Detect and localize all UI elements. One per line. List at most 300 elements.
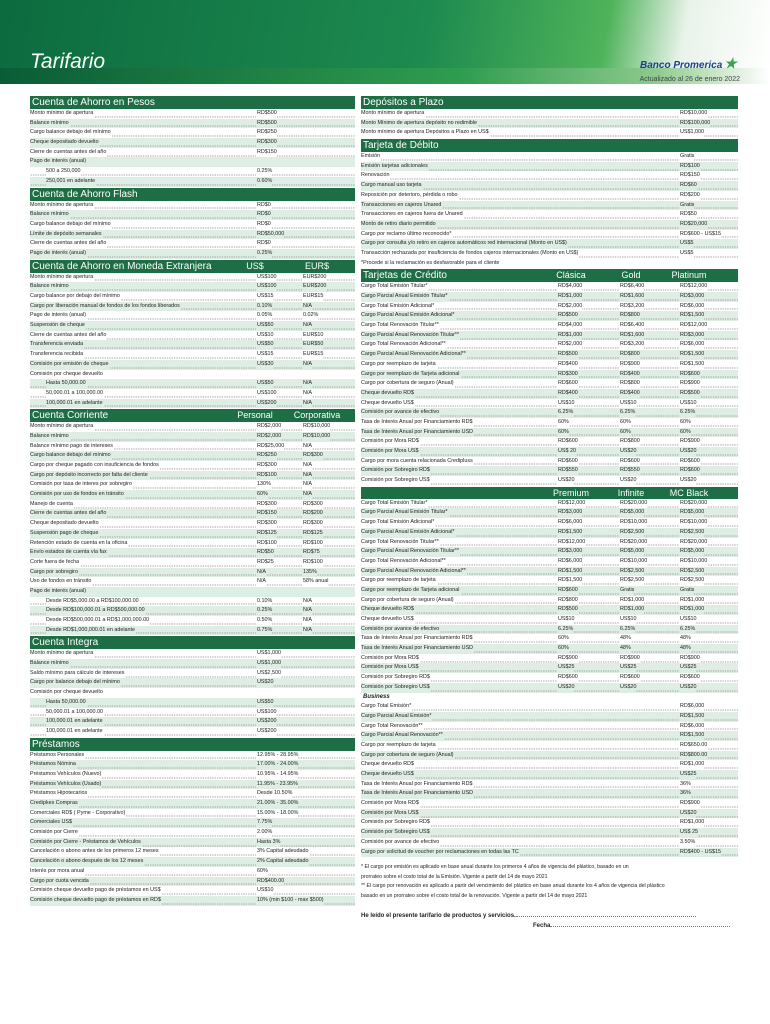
row-value: RD$200 bbox=[679, 191, 700, 201]
row-value: 58% anual bbox=[302, 577, 328, 587]
row-value: US$20 bbox=[679, 809, 696, 819]
row-value: RD$100 bbox=[679, 162, 700, 172]
row-value: RD$900 bbox=[679, 379, 700, 389]
table-row bbox=[361, 683, 738, 693]
table-row bbox=[361, 848, 738, 858]
row-value: RD$2,500 bbox=[679, 567, 704, 577]
table-row bbox=[361, 799, 738, 809]
page-header bbox=[0, 0, 770, 84]
left-column bbox=[30, 95, 355, 906]
row-label: Desde RD$5,000.00 a RD$100,000.00 bbox=[46, 597, 140, 607]
row-value: RD$6,000 bbox=[679, 722, 704, 732]
row-label: Cargo por reemplazo de Tarjeta adicional bbox=[361, 586, 461, 596]
table-row bbox=[361, 712, 738, 722]
business-title: Business bbox=[363, 693, 390, 700]
table-row bbox=[30, 698, 355, 708]
row-value: Gratis bbox=[619, 586, 634, 596]
row-value: 60% bbox=[256, 490, 268, 500]
row-label: Cargo Total Emisión Adicional* bbox=[361, 302, 435, 312]
signature-line bbox=[361, 911, 738, 921]
table-row bbox=[30, 389, 355, 399]
row-value: RD$200 bbox=[302, 509, 323, 519]
row-value: RD$500 bbox=[256, 109, 277, 119]
row-value: US$ 20 bbox=[557, 447, 576, 457]
table-row bbox=[361, 201, 738, 211]
row-value: RD$10,000 bbox=[302, 422, 330, 432]
table-row bbox=[30, 688, 355, 698]
row-label: Cheque depositado devuelto bbox=[30, 519, 100, 529]
row-value: RD$0 bbox=[256, 210, 271, 220]
row-label: Préstamos Hipotecarios bbox=[30, 789, 88, 799]
table-row bbox=[361, 210, 738, 220]
row-label: Tasa de Interés Anual por Financiamiento RD$ bbox=[361, 418, 473, 428]
signature-blank bbox=[516, 911, 696, 917]
table-row bbox=[30, 432, 355, 442]
row-label: Comisión por avance de efectivo bbox=[361, 838, 440, 848]
table-row bbox=[30, 818, 355, 828]
row-label: Hasta 50,000.00 bbox=[46, 379, 87, 389]
row-value: US$50 bbox=[256, 340, 273, 350]
row-value: US$20 bbox=[256, 678, 273, 688]
column-header: US$ bbox=[246, 260, 264, 271]
table-row bbox=[30, 529, 355, 539]
row-value: US$2,500 bbox=[256, 669, 281, 679]
row-value: US$20 bbox=[557, 683, 574, 693]
section-header bbox=[361, 487, 738, 499]
row-value: US$5 bbox=[679, 249, 694, 259]
row-label: Monto mínimo de apertura bbox=[30, 201, 94, 211]
row-label: Monto mínimo de apertura bbox=[30, 273, 94, 283]
table-row bbox=[30, 770, 355, 780]
row-value: 17.00% - 24.00% bbox=[256, 760, 298, 770]
row-value: RD$500 bbox=[679, 389, 700, 399]
row-label: Cargo Total Renovación** bbox=[361, 722, 424, 732]
row-label: Cargo Parcial Anual Renovación Titular** bbox=[361, 547, 460, 557]
table-row bbox=[361, 350, 738, 360]
row-label: Cargo por sobregiro bbox=[30, 568, 79, 578]
table-row bbox=[30, 167, 355, 177]
table-row bbox=[361, 321, 738, 331]
row-label: Cargo Total Renovación Adicional** bbox=[361, 340, 447, 350]
star-icon: ★ bbox=[724, 55, 737, 71]
row-label: Cheque devuelto US$ bbox=[361, 615, 415, 625]
table-row bbox=[30, 751, 355, 761]
row-label: Comisión por Sobregiro RD$ bbox=[361, 466, 431, 476]
row-value: 6.25% bbox=[679, 408, 695, 418]
row-label: 100,000.01 en adelante bbox=[46, 399, 104, 409]
row-value: RD$1,500 bbox=[557, 567, 582, 577]
row-value: US$100 bbox=[256, 282, 276, 292]
table-row bbox=[361, 340, 738, 350]
table-row bbox=[30, 616, 355, 626]
row-label: Cargo por reemplazo de Tarjeta adicional bbox=[361, 370, 461, 380]
row-value: 11.95% - 23.95% bbox=[256, 780, 298, 790]
row-value: US$10 bbox=[256, 331, 273, 341]
row-value: US$1,000 bbox=[256, 649, 281, 659]
row-value: RD$50 bbox=[679, 210, 697, 220]
row-value: 6.25% bbox=[557, 625, 573, 635]
row-label: Cargo balance debajo del mínimo bbox=[30, 451, 112, 461]
row-label: Transacciones en cajeros fuera de Unared bbox=[361, 210, 464, 220]
row-value: RD$600 bbox=[679, 370, 700, 380]
row-value: EUR$10 bbox=[302, 331, 323, 341]
row-value: RD$2,000 bbox=[557, 340, 582, 350]
row-value: RD$6,000 bbox=[557, 518, 582, 528]
row-value: 60% bbox=[619, 428, 631, 438]
row-label: Transferencia enviada bbox=[30, 340, 84, 350]
row-label: Cargo Total Renovación Titular** bbox=[361, 321, 440, 331]
table-row bbox=[30, 838, 355, 848]
row-label: Balance mínimo bbox=[30, 119, 70, 129]
row-value: RD$1,000 bbox=[619, 605, 644, 615]
table-row bbox=[361, 437, 738, 447]
row-label: Cargo por reemplazo de tarjeta bbox=[361, 741, 437, 751]
table-row bbox=[361, 399, 738, 409]
row-value: RD$5,000 bbox=[679, 508, 704, 518]
section-header: Depósitos a Plazo bbox=[361, 96, 738, 109]
row-value: US$20 bbox=[679, 476, 696, 486]
row-value: 10% (min $100 - max $500) bbox=[256, 896, 324, 906]
table-row bbox=[30, 302, 355, 312]
table-row bbox=[30, 230, 355, 240]
row-value: RD$25 bbox=[256, 558, 274, 568]
row-value: 6.25% bbox=[557, 408, 573, 418]
row-value: RD$400 bbox=[557, 360, 578, 370]
table-row bbox=[30, 649, 355, 659]
row-label: Comerciales RD$ ( Pyme - Corporativo) bbox=[30, 809, 126, 819]
row-value: EUR$200 bbox=[302, 273, 326, 283]
table-row bbox=[361, 370, 738, 380]
row-label: Cheque devuelto RD$ bbox=[361, 389, 415, 399]
row-label: Suspensión pago de cheque bbox=[30, 529, 99, 539]
row-value: RD$20,000 bbox=[679, 499, 707, 509]
row-value: US$50 bbox=[256, 379, 273, 389]
row-value: RD$1,000 bbox=[679, 760, 704, 770]
table-row bbox=[361, 838, 738, 848]
row-label: Balance mínimo bbox=[30, 210, 70, 220]
row-value: 0.60% bbox=[256, 177, 272, 187]
bank-logo bbox=[640, 55, 737, 72]
column-header: Premium bbox=[552, 487, 589, 498]
row-value: US$15 bbox=[256, 292, 273, 302]
row-value: RD$600 bbox=[679, 673, 700, 683]
date-label: Fecha bbox=[533, 923, 551, 930]
row-value: RD$500 bbox=[557, 605, 578, 615]
row-value: 60% bbox=[557, 428, 569, 438]
row-value: RD$550 bbox=[619, 466, 640, 476]
row-value: 135% bbox=[302, 568, 317, 578]
row-value: RD$1,000 bbox=[619, 596, 644, 606]
row-value: RD$600 bbox=[619, 673, 640, 683]
row-label: Cargo balance debajo del mínimo bbox=[30, 220, 112, 230]
table-row bbox=[30, 399, 355, 409]
table-row bbox=[30, 606, 355, 616]
row-value: N/A bbox=[302, 302, 312, 312]
row-label: Comisión por Sobregiro RD$ bbox=[361, 673, 431, 683]
row-label: Comisión por Mora US$ bbox=[361, 663, 420, 673]
table-row bbox=[30, 239, 355, 249]
row-value: RD$900 bbox=[557, 654, 578, 664]
row-value: 15.00% - 18.00% bbox=[256, 809, 298, 819]
row-value: EUR$200 bbox=[302, 282, 326, 292]
row-value: RD$2,500 bbox=[679, 528, 704, 538]
row-label: Monto mínimo de apertura bbox=[30, 649, 94, 659]
row-value: RD$600 bbox=[557, 379, 578, 389]
table-row bbox=[361, 663, 738, 673]
row-label: Cargo Parcial Anual Emisión* bbox=[361, 712, 432, 722]
row-value: US$1,000 bbox=[679, 128, 704, 138]
table-row bbox=[30, 828, 355, 838]
table-row bbox=[30, 273, 355, 283]
row-label: Comisión cheque devuelto pago de préstamos en RD$ bbox=[30, 896, 162, 906]
row-label: Cierre de cuentas antes del año bbox=[30, 148, 107, 158]
row-label: Cargo Parcial Anual Renovación Titular** bbox=[361, 331, 460, 341]
row-value: RD$12,000 bbox=[679, 282, 707, 292]
row-value: US$20 bbox=[679, 683, 696, 693]
table-row bbox=[30, 519, 355, 529]
row-value: RD$12,000 bbox=[557, 538, 585, 548]
row-value: RD$12,000 bbox=[557, 499, 585, 509]
row-value: 0.25% bbox=[256, 606, 272, 616]
table-row bbox=[361, 654, 738, 664]
table-row bbox=[30, 500, 355, 510]
row-label: Comisión por cheque devuelto bbox=[30, 370, 104, 380]
row-label: Cargo Total Emisión* bbox=[361, 702, 412, 712]
row-value: RD$5,000 bbox=[619, 508, 644, 518]
table-row bbox=[361, 476, 738, 486]
row-label: Cierre de cuentas antes del año bbox=[30, 331, 107, 341]
row-value: 48% bbox=[679, 634, 691, 644]
table-row bbox=[361, 722, 738, 732]
row-label: Cargo manual uso tarjeta bbox=[361, 181, 423, 191]
row-label: Comisión cheque devuelto pago de préstamos en US$ bbox=[30, 886, 162, 896]
row-label: Préstamos Vehículos (Nuevo) bbox=[30, 770, 102, 780]
row-value: RD$400 - US$15 bbox=[679, 848, 721, 858]
table-row bbox=[361, 230, 738, 240]
row-value: RD$1,500 bbox=[557, 576, 582, 586]
row-value: US$1,000 bbox=[256, 659, 281, 669]
footnote-line: ** El cargo por renovación es aplicado a partir del vencimiento del plástico en base anual durante los 4 años de vigencia del plástico bbox=[361, 883, 665, 890]
table-row bbox=[361, 508, 738, 518]
row-value: RD$600 bbox=[557, 457, 578, 467]
row-value: N/A bbox=[302, 442, 312, 452]
column-header: Personal bbox=[237, 410, 273, 421]
row-label: Interés por mora anual bbox=[30, 867, 85, 877]
row-label: Pago de interés (anual) bbox=[30, 311, 87, 321]
row-label: Comisión por Mora RD$ bbox=[361, 799, 420, 809]
table-row bbox=[361, 596, 738, 606]
row-value: US$25 bbox=[557, 663, 574, 673]
row-value: 0.10% bbox=[256, 597, 272, 607]
table-row bbox=[361, 741, 738, 751]
row-value: RD$3,000 bbox=[557, 508, 582, 518]
row-value: RD$5,000 bbox=[679, 547, 704, 557]
row-value: Hasta 3% bbox=[256, 838, 280, 848]
row-label: Comisión por avance de efectivo bbox=[361, 625, 440, 635]
table-row bbox=[30, 422, 355, 432]
row-value: RD$100,000 bbox=[679, 119, 710, 129]
row-label: Cargo Total Renovación Adicional** bbox=[361, 557, 447, 567]
row-value: RD$150 bbox=[256, 509, 277, 519]
row-value: RD$10,000 bbox=[619, 557, 647, 567]
row-value: Desde 10.50% bbox=[256, 789, 292, 799]
row-value: RD$650.00 bbox=[679, 741, 707, 751]
row-value: RD$50,000 bbox=[256, 230, 284, 240]
row-value: RD$2,500 bbox=[619, 528, 644, 538]
row-label: Monto mínimo de apertura bbox=[361, 109, 425, 119]
section-header: Tarjeta de Débito bbox=[361, 139, 738, 152]
table-row bbox=[361, 379, 738, 389]
table-row bbox=[361, 171, 738, 181]
row-label: Préstamos Nómina bbox=[30, 760, 77, 770]
footnote-line: * El cargo por emisión es aplicado en base anual durante los primeros 4 años de vigencia del plástico, basado en un bbox=[361, 864, 629, 871]
row-label: Emisión tarjetas adicionales bbox=[361, 162, 429, 172]
row-label: Monto mínimo de apertura bbox=[30, 422, 94, 432]
row-value: 6.25% bbox=[619, 408, 635, 418]
row-label: Cheque devuelto US$ bbox=[361, 770, 415, 780]
row-value: N/A bbox=[302, 321, 312, 331]
row-value: RD$300 bbox=[256, 138, 277, 148]
table-row bbox=[30, 148, 355, 158]
row-value: RD$100 bbox=[256, 471, 277, 481]
table-row bbox=[361, 457, 738, 467]
row-value: RD$400 bbox=[619, 389, 640, 399]
table-row bbox=[361, 538, 738, 548]
row-value: N/A bbox=[302, 360, 312, 370]
row-value: RD$900 bbox=[619, 654, 640, 664]
table-row bbox=[30, 727, 355, 737]
row-value: US$200 bbox=[256, 727, 276, 737]
row-value: N/A bbox=[302, 379, 312, 389]
row-value: 60% bbox=[557, 644, 569, 654]
row-value: 12.95% - 28.95% bbox=[256, 751, 298, 761]
row-value: RD$150 bbox=[256, 148, 277, 158]
table-row bbox=[30, 847, 355, 857]
row-value: RD$3,000 bbox=[679, 292, 704, 302]
row-value: RD$500 bbox=[557, 311, 578, 321]
table-row bbox=[361, 615, 738, 625]
row-value: EUR$15 bbox=[302, 292, 323, 302]
table-row bbox=[30, 760, 355, 770]
row-value: US$20 bbox=[679, 447, 696, 457]
date-blank bbox=[550, 921, 730, 927]
row-value: RD$1,500 bbox=[679, 731, 704, 741]
section-header: Cuenta de Ahorro Flash bbox=[30, 188, 355, 201]
row-value: RD$20,000 bbox=[619, 538, 647, 548]
row-label: Comisión por Cierre - Préstamos de Vehículos bbox=[30, 838, 142, 848]
row-label: Comisión por tasa de interes por sobregiro bbox=[30, 480, 133, 490]
row-label: Monto mínimo de apertura Depósitos a Plazo en US$ bbox=[361, 128, 490, 138]
table-row bbox=[361, 191, 738, 201]
table-row bbox=[361, 809, 738, 819]
row-label: Cierre de cuentas antes del año bbox=[30, 509, 107, 519]
row-label: Cheque devuelto US$ bbox=[361, 399, 415, 409]
row-label: Cargo por cuota vencida bbox=[30, 877, 90, 887]
row-value: RD$150 bbox=[679, 171, 700, 181]
row-label: Comisión por Mora RD$ bbox=[361, 654, 420, 664]
table-row bbox=[361, 702, 738, 712]
row-label: Préstamos Personales bbox=[30, 751, 85, 761]
row-value: US$10 bbox=[557, 615, 574, 625]
row-label: Credipkes Compras bbox=[30, 799, 79, 809]
row-value: 21.00% - 35.00% bbox=[256, 799, 298, 809]
row-label: Saldo mínimo para cálculo de intereses bbox=[30, 669, 125, 679]
row-label: Comisión por Sobregiro US$ bbox=[361, 476, 431, 486]
row-value: RD$10,000 bbox=[619, 518, 647, 528]
row-label: Balance mínimo bbox=[30, 432, 70, 442]
row-label: 250,001 en adelante bbox=[46, 177, 96, 187]
column-header: Platinum bbox=[671, 270, 707, 281]
row-value: RD$800 bbox=[619, 350, 640, 360]
row-value: Gratis bbox=[679, 152, 694, 162]
row-value: RD$75 bbox=[302, 548, 320, 558]
row-value: RD$10,000 bbox=[679, 557, 707, 567]
row-label: Emisión bbox=[361, 152, 381, 162]
row-value: 2% Capital adeudado bbox=[256, 857, 309, 867]
row-value: RD$1,500 bbox=[679, 360, 704, 370]
row-value: RD$900 bbox=[619, 360, 640, 370]
right-column bbox=[361, 95, 738, 931]
table-row bbox=[30, 370, 355, 380]
row-value: RD$300 bbox=[256, 461, 277, 471]
row-value: US$25 bbox=[679, 770, 696, 780]
table-row bbox=[30, 886, 355, 896]
row-value: Gratis bbox=[679, 586, 694, 596]
bank-logo-text: Banco Promerica bbox=[640, 60, 723, 71]
table-row bbox=[30, 157, 355, 167]
row-value: 36% bbox=[679, 780, 691, 790]
row-value: RD$100 bbox=[256, 539, 277, 549]
signature-statement: He leído el presente tarifario de productos y servicios. bbox=[361, 913, 516, 920]
row-value: RD$6,000 bbox=[679, 702, 704, 712]
table-row bbox=[30, 708, 355, 718]
row-value: RD$800 bbox=[619, 379, 640, 389]
table-row bbox=[30, 717, 355, 727]
column-header: MC Black bbox=[669, 487, 709, 498]
row-value: RD$1,600 bbox=[619, 331, 644, 341]
row-value: RD$600 bbox=[619, 457, 640, 467]
table-row bbox=[30, 379, 355, 389]
table-row bbox=[30, 568, 355, 578]
table-row bbox=[361, 828, 738, 838]
table-row bbox=[30, 119, 355, 129]
row-label: Cargo por depósito incorrecto por falta del cliente bbox=[30, 471, 149, 481]
row-value: N/A bbox=[302, 399, 312, 409]
row-value: 0.02% bbox=[302, 311, 318, 321]
table-row bbox=[30, 577, 355, 587]
row-label: Corte fuera de fecha bbox=[30, 558, 80, 568]
table-row bbox=[30, 789, 355, 799]
table-row bbox=[361, 644, 738, 654]
row-label: Cargo por cobertura de seguro (Anual) bbox=[361, 379, 455, 389]
row-value: US$20 bbox=[619, 683, 636, 693]
table-row bbox=[30, 321, 355, 331]
row-label: Cargo Parcial Anual Emisión Titular* bbox=[361, 292, 449, 302]
table-row bbox=[361, 239, 738, 249]
table-row bbox=[361, 331, 738, 341]
row-value: N/A bbox=[302, 480, 312, 490]
debit-note: *Procede si la reclamación es desfavorable para el cliente bbox=[361, 259, 500, 266]
table-row bbox=[30, 867, 355, 877]
table-row bbox=[30, 442, 355, 452]
row-value: RD$20,000 bbox=[679, 538, 707, 548]
row-label: Cargo Parcial Anual Renovación Adicional** bbox=[361, 567, 467, 577]
row-value: RD$600 bbox=[557, 586, 578, 596]
row-value: RD$2,000 bbox=[557, 302, 582, 312]
row-value: 6.25% bbox=[679, 625, 695, 635]
table-row bbox=[30, 340, 355, 350]
row-value: RD$2,500 bbox=[679, 576, 704, 586]
